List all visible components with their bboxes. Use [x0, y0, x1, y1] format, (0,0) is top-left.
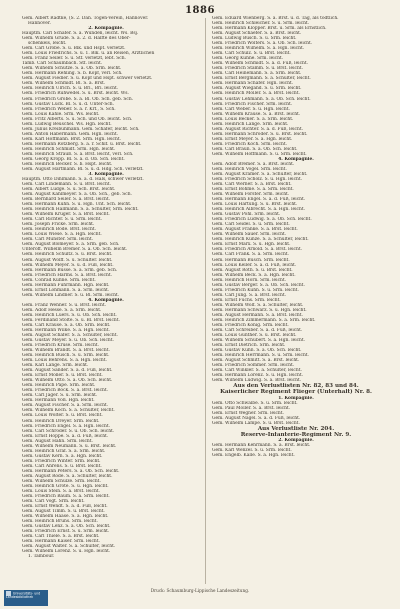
list-entry: Gem. Hermann Schwarz. S. u. Hgn. leicht.: [212, 307, 307, 313]
list-entry: Gem. Carl Ahrens. S. u. Brst. leicht.: [22, 463, 102, 469]
list-entry: Gem. Ernst Böhme. S. a. Srm. leicht.: [212, 187, 294, 193]
list-entry: Gem. Friedrich Engel. S. a. Hgn. leicht.: [22, 423, 111, 429]
list-entry: Gem. Carl Jäger. S. u. Srm. leicht.: [22, 393, 98, 399]
list-entry: Gem. Heinrich Albrecht. S. a. Hgn. leicht.: [212, 207, 305, 213]
list-entry: Gem. Hermann Voß. Hgn. leicht.: [22, 398, 95, 404]
left-column: [22, 16, 190, 586]
list-entry: Gem. Louis Wiese. S. a. Hgn. leicht.: [22, 232, 102, 238]
list-entry: Gem. Hermann Schäfer. Hgn. leicht.: [212, 81, 294, 87]
list-entry: Gem. Georg Kühne. Srm. leicht.: [212, 56, 284, 62]
list-entry: Gem. Franz Seiler. S. u. Stf. verletzt, lebt. Sch.: [22, 56, 126, 62]
list-entry: Gem. Hermann Engel. S. a. d. Fuß, leicht.: [212, 197, 306, 203]
list-entry: Gem. Heinrich Lüers. S. u. Ob. Sch. leicht.: [22, 312, 117, 318]
list-entry: Gem. Heinrich Horn. Srm. leicht.: [212, 277, 287, 283]
list-entry: Gem. Carl Werner. S. a. Brst. leicht.: [212, 182, 292, 188]
list-entry: Gem. Carl Grobe. S. u. Blk. und Hspt. verletzt.: [22, 46, 126, 52]
list-entry: Gem. Albert Radtke, (S. 2. Dan. Togen-Verein, Hannover.: [22, 16, 149, 21]
list-entry: Gem. Friedrich Ludwig. S. a. Ob. Sch. leicht.: [212, 217, 312, 223]
list-entry: Tamb. Carl Schaumbach. Stf. leicht.: [22, 61, 103, 67]
list-entry: Gem. Julius Kreibuhmann. Gem. Schäfer, leicht. Sch.: [22, 126, 140, 132]
section-heading: 3. Kompagnie.: [88, 171, 124, 177]
section-heading: Reserve-Infanterie-Regiment Nr. 9.: [240, 432, 352, 439]
list-entry: Gem. Friedrich Kühn. S. u. Srm. leicht.: [212, 287, 299, 293]
list-entry: Gem. Hermann Rehling. S. b. Kopf, verl. Sch.: [22, 71, 123, 77]
list-entry: Gem. Carl Weber. S. u. Hgn. leicht.: [212, 106, 290, 112]
list-entry: Gem. Friedrich Arnold. S. a. Brst. leicht.: [212, 247, 302, 253]
list-entry: Gem. August Franke. S. a. Brst. leicht.: [212, 227, 298, 233]
list-entry: Gem. Wilhelm Ludwig. S. a. Brst. leicht.: [212, 378, 302, 384]
list-entry: Gem. Heinrich Strauß. S. a. Brst. leicht, verl. Sch.: [22, 151, 134, 157]
list-entry: Gem. Carl Winkler. S. a. Schulter, leicht.: [212, 368, 302, 374]
list-entry: Gem. Wilhelm Wolf. S. a. Schulter, leicht.: [212, 302, 304, 308]
list-entry: Gem. Carl Richter. S. u. Srm. leicht.: [22, 217, 102, 223]
list-entry: schenkels, leicht.: [28, 41, 67, 47]
list-entry: Gem. Heinrich Kunze. S. a. Schulter, leicht.: [212, 237, 309, 243]
list-entry: Gem. Friedrich Wolters. S. a. Ob. Sch. leicht.: [212, 41, 313, 47]
list-entry: Gem. Wilhelm Meyer. S. u. d. Fuß, leicht.: [22, 262, 114, 268]
list-entry: Gem. Carl Schulz. S. u. Brst. leicht.: [212, 51, 291, 57]
list-entry: Gem. Joseph Fricke. Srm. leicht.: [22, 222, 95, 228]
list-entry: Gem. Friedrich Grobe. S. a. Bl. Ob. Sch. geb. Sch.: [22, 96, 134, 102]
section-heading: 2. Kompagnie.: [278, 438, 314, 444]
list-entry: Gem. Wilhelm Koch. S. a. Schulter, leicht.: [22, 408, 115, 414]
list-entry: Gem. Friedrich Baum. S. a. Srm. leicht.: [22, 493, 110, 499]
list-entry: Gem. Carl Braun. S. a. Ob. Sch. leicht.: [212, 146, 298, 152]
list-entry: Hannover.: [28, 21, 51, 27]
list-entry: Gem. Heinrich Bruns. Srm. leicht.: [22, 519, 98, 525]
list-entry: Gem. Wilhelm Sauer. Srm. leicht.: [212, 232, 287, 238]
list-entry: Gem. Heinrich Ulrich. S. u. Bri., Bri. leicht.: [22, 86, 119, 92]
list-entry: Gem. Hermann Kühn. S. u. Hgn. Unt. Sch. leicht.: [22, 202, 132, 208]
list-entry: Gem. August Fiedler. S. u. Kopf und Hspt. schwer verletzt.: [22, 76, 153, 82]
list-entry: Gem. Bernhard Seiler. S. a. Brst. leicht.: [22, 197, 111, 203]
list-entry: Gem. Heinrich Schleicher. S. u. Srm. leicht.: [212, 21, 310, 27]
list-entry: Gem. Carl Vogt. Srm. leicht.: [22, 499, 85, 504]
list-entry: Gem. Karl Hoffmann. Brst. Srm. Hgn. leicht.: [22, 136, 121, 142]
list-entry: Gem. August Kramer. S. a. Schulter, leicht.: [212, 171, 308, 177]
list-entry: Gem. August Rode. S. a. Schulter, leicht.: [22, 473, 113, 479]
list-entry: Gem. Friedrich Fischer. Srm. leicht.: [212, 101, 293, 107]
section-heading: Kaiserlicher Regiment Flieger (Unterhalt) Nr. 8.: [220, 389, 372, 396]
list-entry: Gem. Ferdinand Stolte. S. u. Bl. Brst. leicht.: [22, 317, 120, 323]
list-entry: Gem. Gustav Kuhn. S. a. Ob. Sch. leicht.: [212, 348, 302, 354]
list-entry: Gem. Heinrich Möller. S. a. Brst. leicht.: [212, 91, 300, 97]
list-entry: Gem. Hermann Kehrmann. S. a. Brst. leicht.: [212, 443, 311, 449]
list-entry: Gem. Heinrich Vogel. Srm. leicht.: [212, 166, 287, 172]
list-entry: Gem. August Richter. S. a. d. Fuß, leicht.: [212, 126, 303, 132]
right-column: [212, 16, 380, 586]
list-entry: Gem. Heinrich Dreyer. Srm. leicht.: [22, 418, 100, 424]
list-entry: Gem. Louis Wolter. S. u. Brst. leicht.: [22, 413, 103, 419]
list-entry: Gem. Hermann Busse. S. a. Srm. geb. Sch.: [22, 267, 118, 273]
list-entry: Gem. Hermann Lorenz. S. u. Hgn. leicht.: [212, 373, 303, 379]
list-entry: Gem. Hermann Fuhrmann. Hgn. leicht.: [22, 282, 110, 288]
list-entry: Gem. Hermann Peters. S. a. Ob. Sch. leicht.: [22, 468, 120, 474]
list-entry: Gem. Gustav Berger. S. a. Ob. Sch. leicht.: [212, 282, 305, 288]
list-entry: Gem. Hermann Rotzberg. S. a. r. Schlf. u. Brst. leicht.: [22, 141, 142, 147]
list-entry: Gem. Anton Habermann. Gem. Hgn. leicht.: [22, 131, 119, 137]
list-entry: Gem. Engelb. Kalle. S. a. Hgn. leicht.: [212, 453, 295, 459]
list-entry: Gem. Wilhelm Beck. S. a. Hgn. leicht.: [212, 272, 296, 278]
section-heading: Aus Verlustliste Nr. 204.: [257, 425, 335, 432]
list-entry: Gem. Adolf Bremer. S. a. Brst. leicht.: [212, 161, 295, 167]
section-heading: 2. Kompagnie.: [88, 26, 124, 32]
list-entry: Gem. Heinrich Graf. S. a. Srm. leicht.: [22, 448, 106, 454]
list-entry: Gem. Heinrich Grote. S. u. Hgn. leicht.: [22, 483, 109, 489]
list-entry: Gem. Gustav Lenz. S. a. Ob. Sch. leicht.: [22, 524, 111, 530]
list-entry: Gem. Ernst Wendt. S. a. d. Fuß, leicht.: [22, 504, 108, 510]
list-entry: Gem. Wilhelm Schütze. S. a. Ob. Srm. leicht.: [22, 66, 122, 72]
list-entry: Gem. Ernst Hoppe. S. a. d. Fuß, leicht.: [22, 433, 109, 439]
list-entry: Gem. Hermann Wilke. S. a. Hgn. leicht.: [22, 327, 110, 333]
list-entry: Gem. Louis Friedrichs. S. u. 1. Blk. u. an Reisen, Ärztlichen: [22, 51, 155, 57]
list-entry: Gem. Wilhelm Lorenz. S. u. Hgn. leicht.: [22, 549, 111, 555]
section-heading: 1. Kompagnie.: [278, 395, 314, 401]
list-entry: Gem. Friedrich Weber. S. a. r. Krf., S. Sch.: [22, 106, 116, 112]
list-entry: Gem. Friedrich Harms. S. a. Brst. leicht.: [22, 272, 112, 278]
list-entry: Gem. Georg Kropp. Bl. S. a. d. Ob. Sch. leicht.: [22, 156, 125, 162]
list-entry: Gem. August Wolff. S. u. Schulter. leicht.: [22, 257, 113, 263]
list-entry: Gem. August Hermann. S. a. Brst. leicht.: [212, 312, 303, 318]
list-entry: Gem. Gustav Kern. S. a. Hgn. leicht.: [22, 453, 103, 459]
list-entry: Gem. Gustav Lück. Bl. S. u. d. Unter-Sch.: [22, 101, 115, 107]
list-entry: Gem. Friedrich Ruhwedel. S. u. Brst. leicht. Ws.: [22, 91, 129, 97]
list-entry: Gem. August Roth. S. u. Brst. leicht.: [212, 267, 293, 273]
list-entry: Gem. Louis Becker. S. a. Srm. leicht.: [212, 116, 294, 122]
list-entry: Gem. Gustav Meyer. S. u. Ob. Sch. leicht.: [22, 338, 114, 343]
list-entry: Gem. Ernst Bergmann. S. a. Schulter, leicht.: [212, 76, 311, 82]
list-entry: Gem. Friedrich Koch. Srm. leicht.: [212, 141, 288, 147]
list-entry: Gem. Franz Wehner. S. u. Brst. leicht.: [22, 302, 107, 308]
section-heading: Aus den Verlustlisten Nr. 82, 83 und 84.: [233, 383, 359, 390]
list-entry: Gem. August Walter. S. a. Schulter, leicht.: [22, 544, 116, 550]
list-entry: Gem. Heinrich Busch. S. u. Srm. leicht.: [22, 353, 110, 359]
list-entry: Gem. Karl Lange. Srm. leicht.: [22, 363, 89, 369]
list-entry: Gem. Ludwig Busch. S. u. Srm. leicht.: [212, 36, 297, 42]
list-entry: Gem. Ludwig Beuschel. Ws. Hgn. leicht.: [22, 121, 112, 127]
list-entry: Gem. Friedrich Winter. Srm. leicht.: [22, 458, 101, 464]
list-entry: Gem. Hermann Kaiser. Srm. leicht.: [22, 539, 100, 545]
list-entry: Gem. Hermann Schröder. S. u. Brst. leicht.: [212, 131, 308, 137]
column-divider: [205, 18, 206, 584]
list-entry: Gem. August Wiegand. S. u. Srm. leicht.: [212, 86, 302, 92]
list-entry: Gem. Heinrich Wilhelm. S. a. Hgn. leicht.: [212, 46, 305, 52]
list-entry: 1. Tambour.: [28, 554, 55, 560]
list-entry: Gem. Louis Keller. S. a. d. Fuß, leicht.: [212, 262, 297, 268]
list-entry: Gem. Friedrich Bock. S. a. Brst. leicht.: [22, 388, 109, 394]
list-entry: Gem. Heinrich Lange. Srm. leicht.: [212, 121, 289, 127]
list-entry: Gem. Friedrich Stamm. S. u. Brst. leicht.: [212, 66, 303, 72]
list-entry: Gem. Heinrich Bode. Brst. leicht.: [22, 227, 96, 233]
list-entry: Gem. Friedrich Ernst. S. u. Srm. leicht.: [22, 529, 110, 535]
list-entry: Gem. Wilhelm Krause. S. a. Brst. leicht.: [212, 111, 301, 117]
list-entry: Hauptm. Otto Dihlmann. S. a. d. Hals, schwer verletzt.: [22, 177, 144, 182]
list-entry: Gem. Wilhelm Haase. S. a. Hgn. leicht.: [22, 514, 109, 520]
list-entry: Gem. Wilhelm Schmidt. S. a. d. Fuß, leicht.: [212, 61, 309, 67]
list-entry: Gem. Heinrich Zimmermann. S. a. Srm. leicht.: [212, 317, 316, 323]
list-entry: Gem. Friedrich König. Srm. leicht.: [212, 322, 289, 328]
list-entry: Gem. August Schaefer. S. a. Brst. leicht.: [212, 31, 302, 37]
list-entry: Gem. Friedrich Scholz. S. u. Hgn. leicht.: [212, 177, 303, 182]
list-entry: Gem. August Blomeyer. S. a. Srm. geb. Sch.: [22, 242, 120, 248]
library-logo: [4, 590, 48, 606]
list-entry: Gem. Hermann Busch. Srm. leicht.: [212, 257, 290, 263]
list-entry: Gem. Ernst Fuchs. Srm. leicht.: [212, 297, 281, 303]
list-entry: Gem. Karl Wenzel. S. u. Srm. leicht.: [212, 448, 292, 454]
list-entry: Gem. August Hartmann. Bl. S. u. d. Hdg. Sch. verletzt.: [22, 166, 144, 172]
list-entry: Gem. Friedrich Kruse. Srm. leicht.: [22, 343, 99, 349]
list-entry: Gem. Wilhelm Lindner. S. u. Bl. Srm. leicht.: [22, 292, 120, 298]
list-entry: Hauptm. Carl Schäfer. S. a. Wunden, leicht. Ws. Bsj.: [22, 31, 139, 37]
list-entry: Gem. Gustav Lehmann. S. a. Ob. Sch. leicht.: [212, 96, 311, 102]
list-entry: Gem. Carl Münster. Srm. leicht.: [22, 237, 94, 243]
list-entry: Gem. Wilhelm Grude. S. a. 2. d. Hälfte des Ober-: [22, 36, 131, 42]
list-entry: Gem. Gustav Pohl. Srm. leicht.: [212, 212, 281, 218]
logo-text: Universitäts- und Landesbibliothek: [6, 591, 41, 600]
list-entry: Gem. Wilhelm Schubert. S. a. Hgn. leicht.: [212, 338, 306, 343]
list-entry: Gem. August Timm. S. u. Brst. leicht.: [22, 509, 105, 515]
list-entry: Gem. Heinrich Becker. S. b. Hspt. leicht.: [22, 161, 113, 167]
list-entry: Unteroff. Wilhelm Bremer. S. a. Ob. Sch. leicht.: [22, 247, 128, 253]
list-entry: Gem. Ernst Dietrich. Srm. leicht.: [212, 343, 286, 349]
list-entry: Gem. Wilhelm Otto. S. a. Ob. Sch. leicht.: [22, 378, 113, 384]
list-entry: Gem. Ernst Meyer. S. a. Hgn. leicht.: [212, 136, 293, 142]
page-footer: Druck: Schaumburg-Lippische Landeszeitung.: [150, 588, 250, 593]
list-entry: Gem. Heinrich Hallmann. S. a. Schulter, Srm. leicht.: [22, 207, 139, 213]
list-entry: Gem. Wilhelm Krüger. S. a. Brst. leicht.: [22, 212, 110, 218]
list-entry: Gem. Carl Krause. S. a. Ob. Srm. leicht.: [22, 322, 111, 328]
list-entry: Gem. Wilhelm Schulze. Srm. leicht.: [22, 478, 101, 484]
list-entry: Gem. Wilhelm Lampe. S. u. Brst. leicht.: [212, 420, 300, 426]
list-entry: Gem. Carl Frank. S. a. Srm. leicht.: [212, 252, 289, 258]
list-entry: Gem. Carl Lindemann. S. u. Brst. leicht.: [22, 182, 111, 188]
list-entry: Gem. Carl Schreiber. S. a. d. Fuß, leicht.: [212, 327, 303, 333]
list-entry: Gem. Carl Thiele. S. a. Brst. leicht.: [22, 534, 100, 540]
list-entry: Gem. Carl Schröder. S. u. Ob. Sch. leicht.: [22, 428, 115, 434]
list-entry: Gem. Wilhelm Förster. Srm. leicht.: [212, 192, 290, 198]
list-entry: Gem. Louis Hartung. S. u. Brst. leicht.: [212, 202, 298, 208]
page-number: 1886: [185, 5, 215, 16]
list-entry: Gem. Carl Heinemann. S. a. Srm. leicht.: [212, 71, 302, 77]
list-entry: Gem. Hermann Klöpper. Brst. u. Srm. als Ernstlich.: [212, 26, 327, 32]
list-entry: Gem. Louis Stein. S. a. Brst. leicht.: [22, 488, 100, 494]
list-entry: Gem. August Sander. S. a. d. Fuß, leicht.: [22, 368, 113, 374]
list-entry: Gem. Albert Lüdge. S. u. Sch. Brst. leicht.: [22, 187, 116, 193]
list-entry: Gem. August Hahn. Srm. leicht.: [22, 438, 93, 444]
list-entry: Gem. Ernst Wegner. Srm. leicht.: [212, 410, 284, 416]
list-entry: Gem. Wilhelm Schmidt. Bl. S. a. Brst.: [22, 81, 106, 87]
list-entry: Gem. Louis Behrens. S. a. Hgn. leicht.: [22, 358, 107, 364]
list-entry: Gem. August Kahlmeyer. S. a. Ob. Sch., geb. Sch.: [22, 192, 132, 198]
list-entry: Gem. Louis Kahle. Srm. Ws. leicht.: [22, 111, 100, 117]
list-entry: Gem. Heinrich Pape. Srm. leicht.: [22, 383, 96, 389]
list-entry: Gem. Heinrich Schmidt. Srm. Hgn. leicht.: [22, 146, 116, 152]
list-entry: Gem. Wilhelm Hoffmann. S. u. Srm. leicht.: [212, 151, 307, 157]
list-entry: Gem. August Schäfer. S. a. Schulter, leicht.: [22, 332, 118, 338]
list-entry: Gem. Wilhelm Neumann. S. u. Brst. leicht.: [22, 443, 117, 449]
list-entry: Gem. August Nagel. S. a. d. Fuß, leicht.: [212, 415, 301, 421]
list-entry: Gem. Fritz Alberts. S. u. Sch. und Ob. leicht. Sch.: [22, 116, 133, 122]
list-entry: Gem. Otto Schwalbe. S. u. Srm. leicht.: [212, 400, 298, 406]
list-entry: Gem. Ernst Marx. S. u. Hgn. leicht.: [212, 242, 291, 248]
section-heading: 4. Kompagnie.: [278, 156, 314, 162]
list-entry: Gem. Ernst Möller. S. u. Brst. leicht.: [22, 373, 103, 379]
list-entry: Gem. Louis Günther. S. u. Brst. leicht.: [212, 332, 297, 338]
list-entry: Gem. Ernst Lohmann. S. a. Srm. leicht.: [22, 287, 110, 293]
list-entry: Gem. Eduard Wienberg. S. a. Brst. u. d. Tag, als tödtlich.: [212, 16, 339, 21]
list-entry: Gem. August Fischer. S. a. Srm. leicht.: [22, 403, 109, 409]
list-entry: Gem. Wilhelm Brandt. S. a. Brst. leicht.: [22, 348, 110, 354]
list-entry: Gem. Heinrich Herrmann. S. u. Srm. leicht.: [212, 353, 309, 359]
section-heading: 4. Kompagnie.: [88, 297, 124, 303]
list-entry: Gem. Paul Möller. S. a. Brst. leicht.: [212, 405, 291, 411]
list-entry: Gem. Conrad Kühne. Srm. leicht.: [22, 277, 96, 283]
list-entry: Gem. Heinrich Schultz. S. u. Brst. leicht.: [22, 252, 113, 258]
list-entry: Gem. Friedrich Sommer. Srm. leicht.: [212, 363, 295, 369]
list-entry: Gem. August Schmitt. S. a. Brst. leicht.: [212, 358, 300, 364]
list-entry: Gem. Adolf Hesse. S. a. Srm. leicht.: [22, 307, 102, 313]
list-entry: Gem. Carl Seidel. S. u. Srm. leicht.: [212, 222, 290, 228]
list-entry: Gem. Carl Jung. S. a. Brst. leicht.: [212, 292, 286, 298]
